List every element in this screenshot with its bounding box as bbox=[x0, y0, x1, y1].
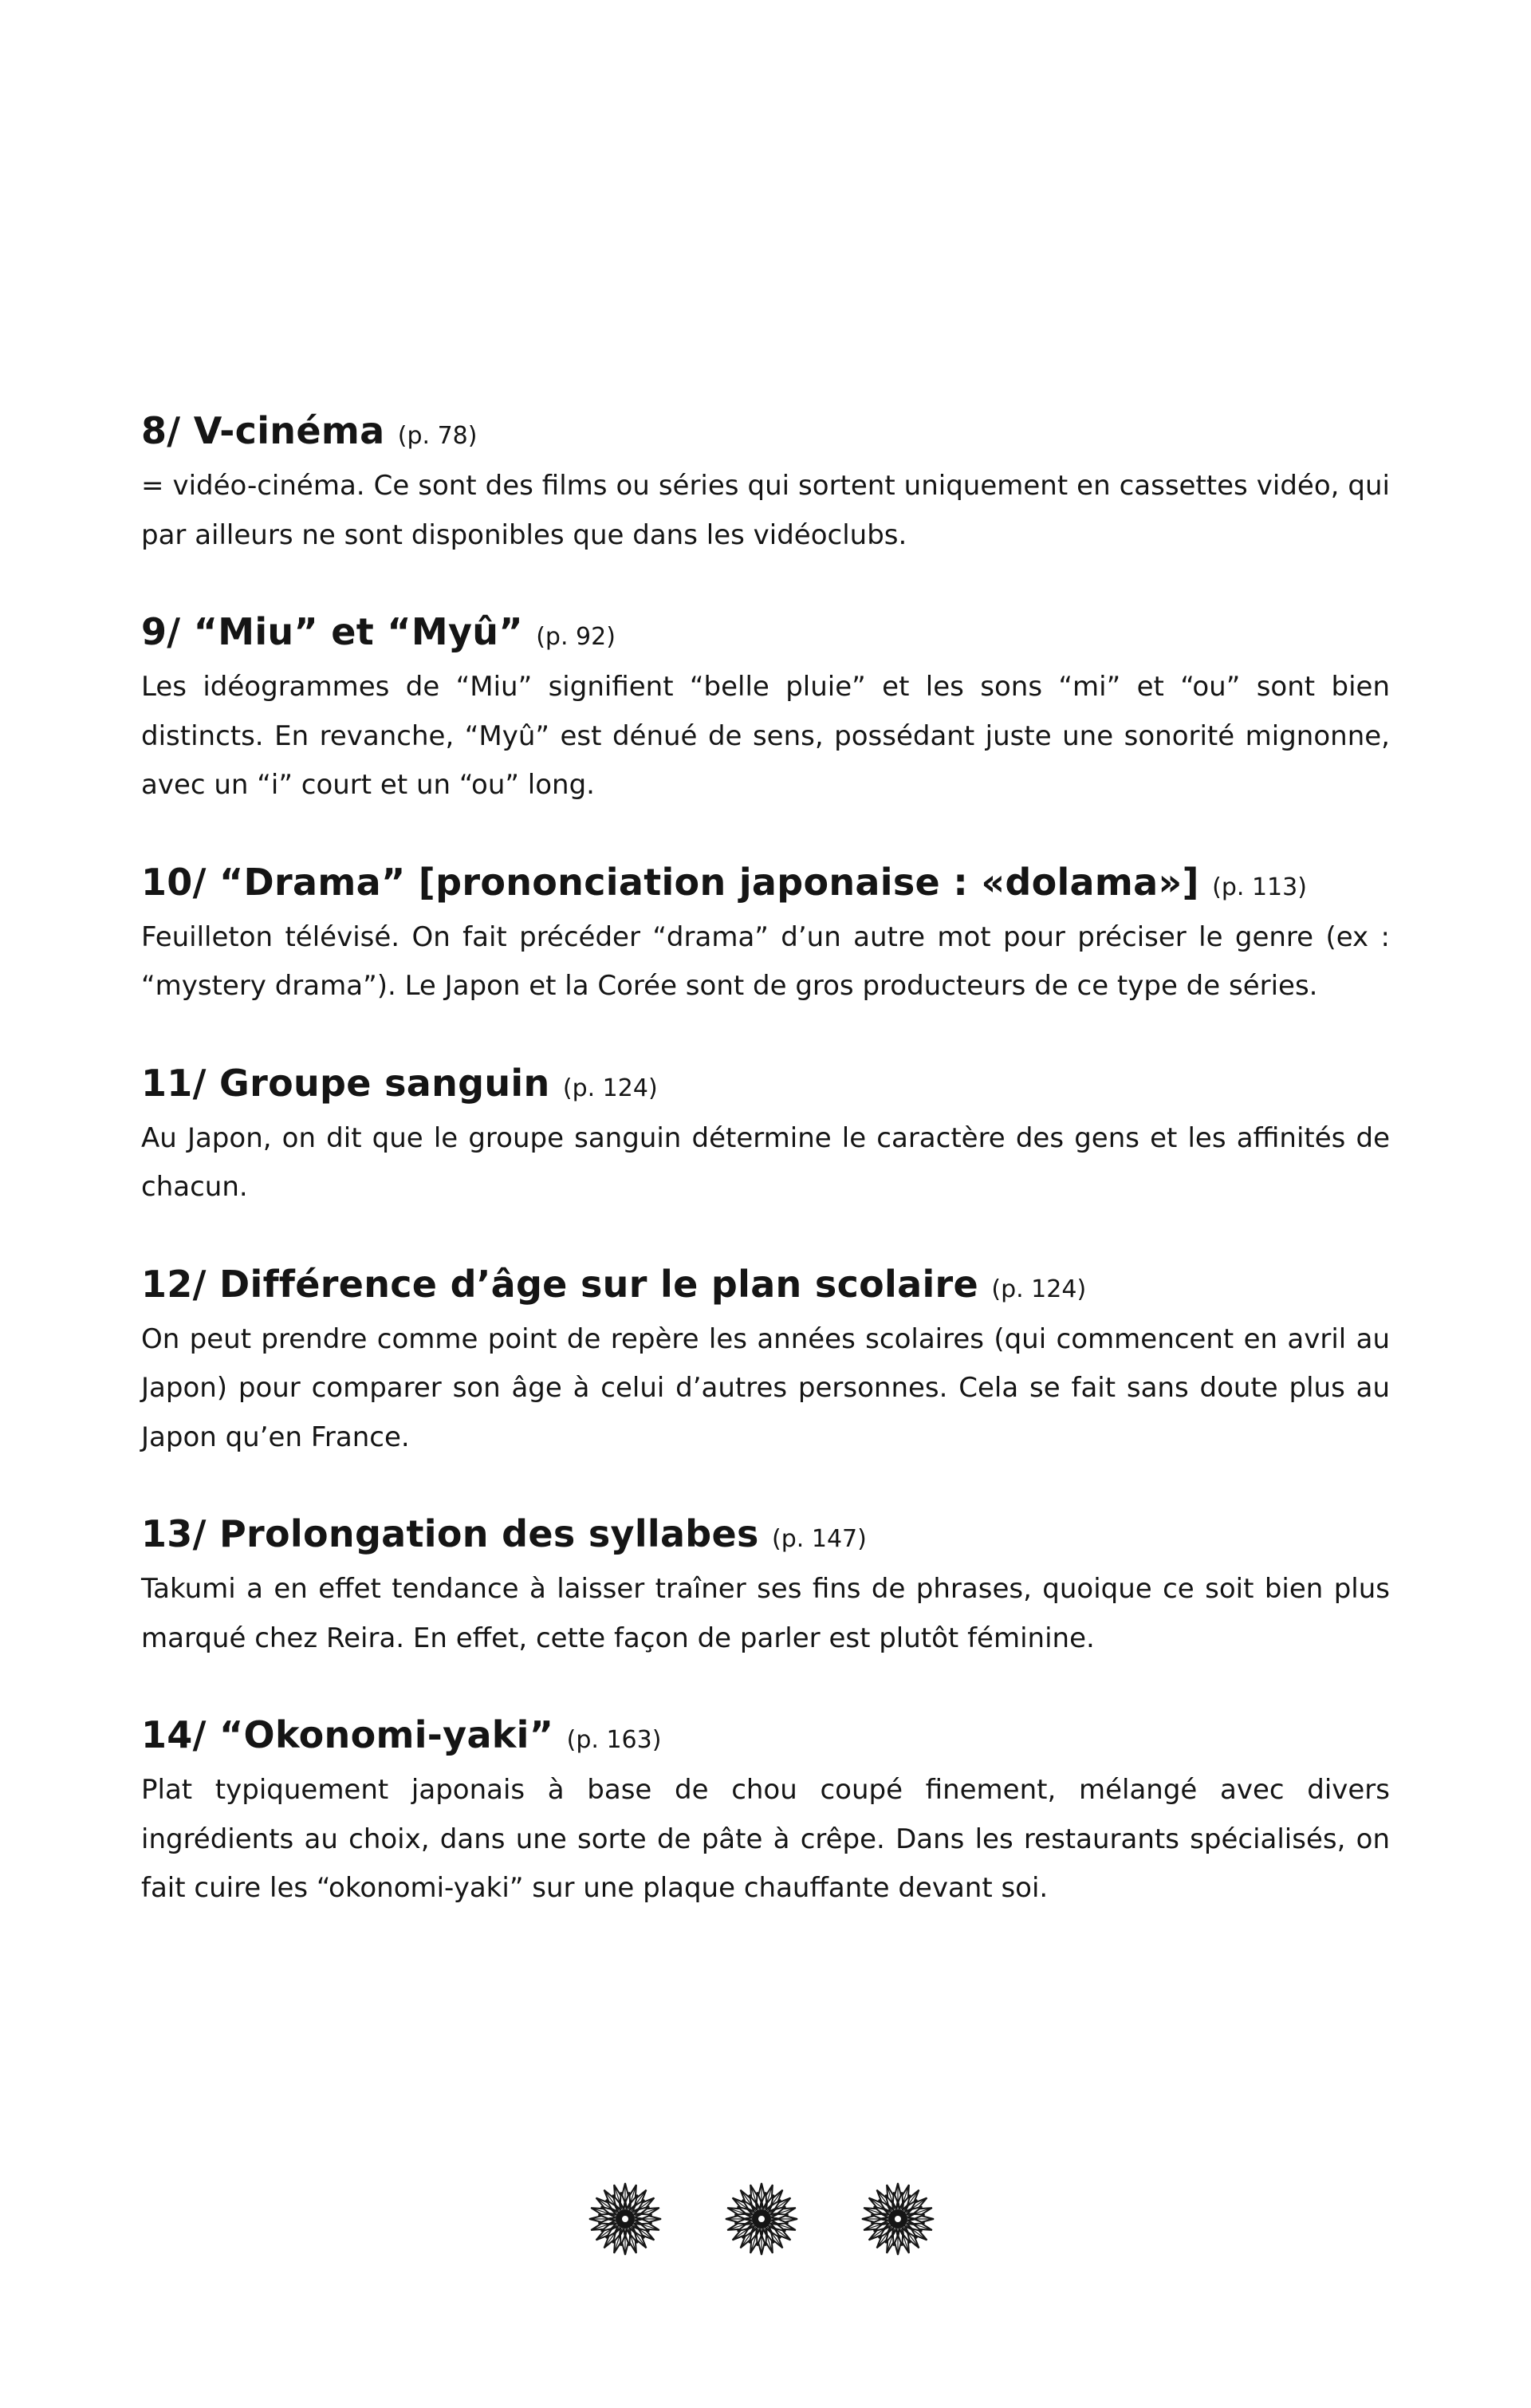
entry-heading bbox=[141, 1709, 1390, 1766]
entry-text: Les idéogrammes de “Miu” signifient “belle pluie” et les sons “mi” et “ou” sont bien distincts. En revanche, “Myû” est dénué de sens, possédant juste une sonorité mignonne, avec un “i” court et un “ou” long. bbox=[141, 671, 1390, 801]
page-reference: (p. 163) bbox=[566, 1726, 662, 1754]
entry-heading-text: 12/ Différence d’âge sur le plan scolaire bbox=[141, 1262, 979, 1306]
entry-heading bbox=[141, 1259, 1390, 1315]
flower-ornament-icon bbox=[723, 2181, 800, 2257]
glossary-entry bbox=[141, 1709, 1390, 1913]
entry-heading bbox=[141, 857, 1390, 913]
ornament-row bbox=[0, 2181, 1531, 2257]
page-reference: (p. 124) bbox=[562, 1074, 658, 1102]
entry-heading bbox=[141, 606, 1390, 663]
flower-ornament-icon bbox=[860, 2181, 936, 2257]
entry-text: Takumi a en effet tendance à laisser traîner ses fins de phrases, quoique ce soit bien plus marqué chez Reira. En effet, cette façon de parler est plutôt féminine. bbox=[141, 1573, 1390, 1654]
glossary-notes bbox=[141, 405, 1390, 1960]
entry-heading-text: 11/ Groupe sanguin bbox=[141, 1061, 550, 1105]
entry-heading bbox=[141, 1508, 1390, 1565]
glossary-entry bbox=[141, 1259, 1390, 1463]
entry-heading-text: 13/ Prolongation des syllabes bbox=[141, 1512, 759, 1555]
flower-ornament-icon bbox=[587, 2181, 663, 2257]
entry-heading bbox=[141, 405, 1390, 462]
glossary-entry bbox=[141, 1058, 1390, 1212]
entry-heading-text: 10/ “Drama” [prononciation japonaise : «dolama»] bbox=[141, 860, 1199, 904]
page-reference: (p. 78) bbox=[397, 422, 478, 450]
glossary-entry bbox=[141, 1508, 1390, 1663]
entry-text: Feuilleton télévisé. On fait précéder “drama” d’un autre mot pour préciser le genre (ex : “mystery drama”). Le Japon et la Corée sont de gros producteurs de ce type de séries. bbox=[141, 920, 1390, 1002]
entry-heading-text: 8/ V-cinéma bbox=[141, 409, 385, 452]
page-reference: (p. 124) bbox=[991, 1275, 1087, 1303]
entry-text: Au Japon, on dit que le groupe sanguin détermine le caractère des gens et les affinités de chacun. bbox=[141, 1121, 1390, 1203]
entry-text: Plat typiquement japonais à base de chou coupé finement, mélangé avec divers ingrédients au choix, dans une sorte de pâte à crêpe. Dans les restaurants spécialisés, on fait cuire les “okonomi-yaki” sur une plaque chauffante devant soi. bbox=[141, 1774, 1390, 1904]
page-reference: (p. 147) bbox=[772, 1525, 867, 1553]
glossary-entry bbox=[141, 857, 1390, 1011]
entry-heading bbox=[141, 1058, 1390, 1114]
entry-text: On peut prendre comme point de repère les années scolaires (qui commencent en avril au Japon) pour comparer son âge à celui d’autres personnes. Cela se fait sans doute plus au Japon qu’en France. bbox=[141, 1322, 1390, 1453]
page-reference: (p. 92) bbox=[536, 623, 616, 651]
entry-heading-text: 9/ “Miu” et “Myû” bbox=[141, 610, 523, 653]
entry-heading-text: 14/ “Okonomi-yaki” bbox=[141, 1713, 554, 1756]
entry-text: = vidéo-cinéma. Ce sont des films ou séries qui sortent uniquement en cassettes vidéo, qui par ailleurs ne sont disponibles que dans les vidéoclubs. bbox=[141, 470, 1390, 551]
glossary-entry bbox=[141, 606, 1390, 810]
glossary-entry bbox=[141, 405, 1390, 560]
page-reference: (p. 113) bbox=[1212, 873, 1307, 901]
